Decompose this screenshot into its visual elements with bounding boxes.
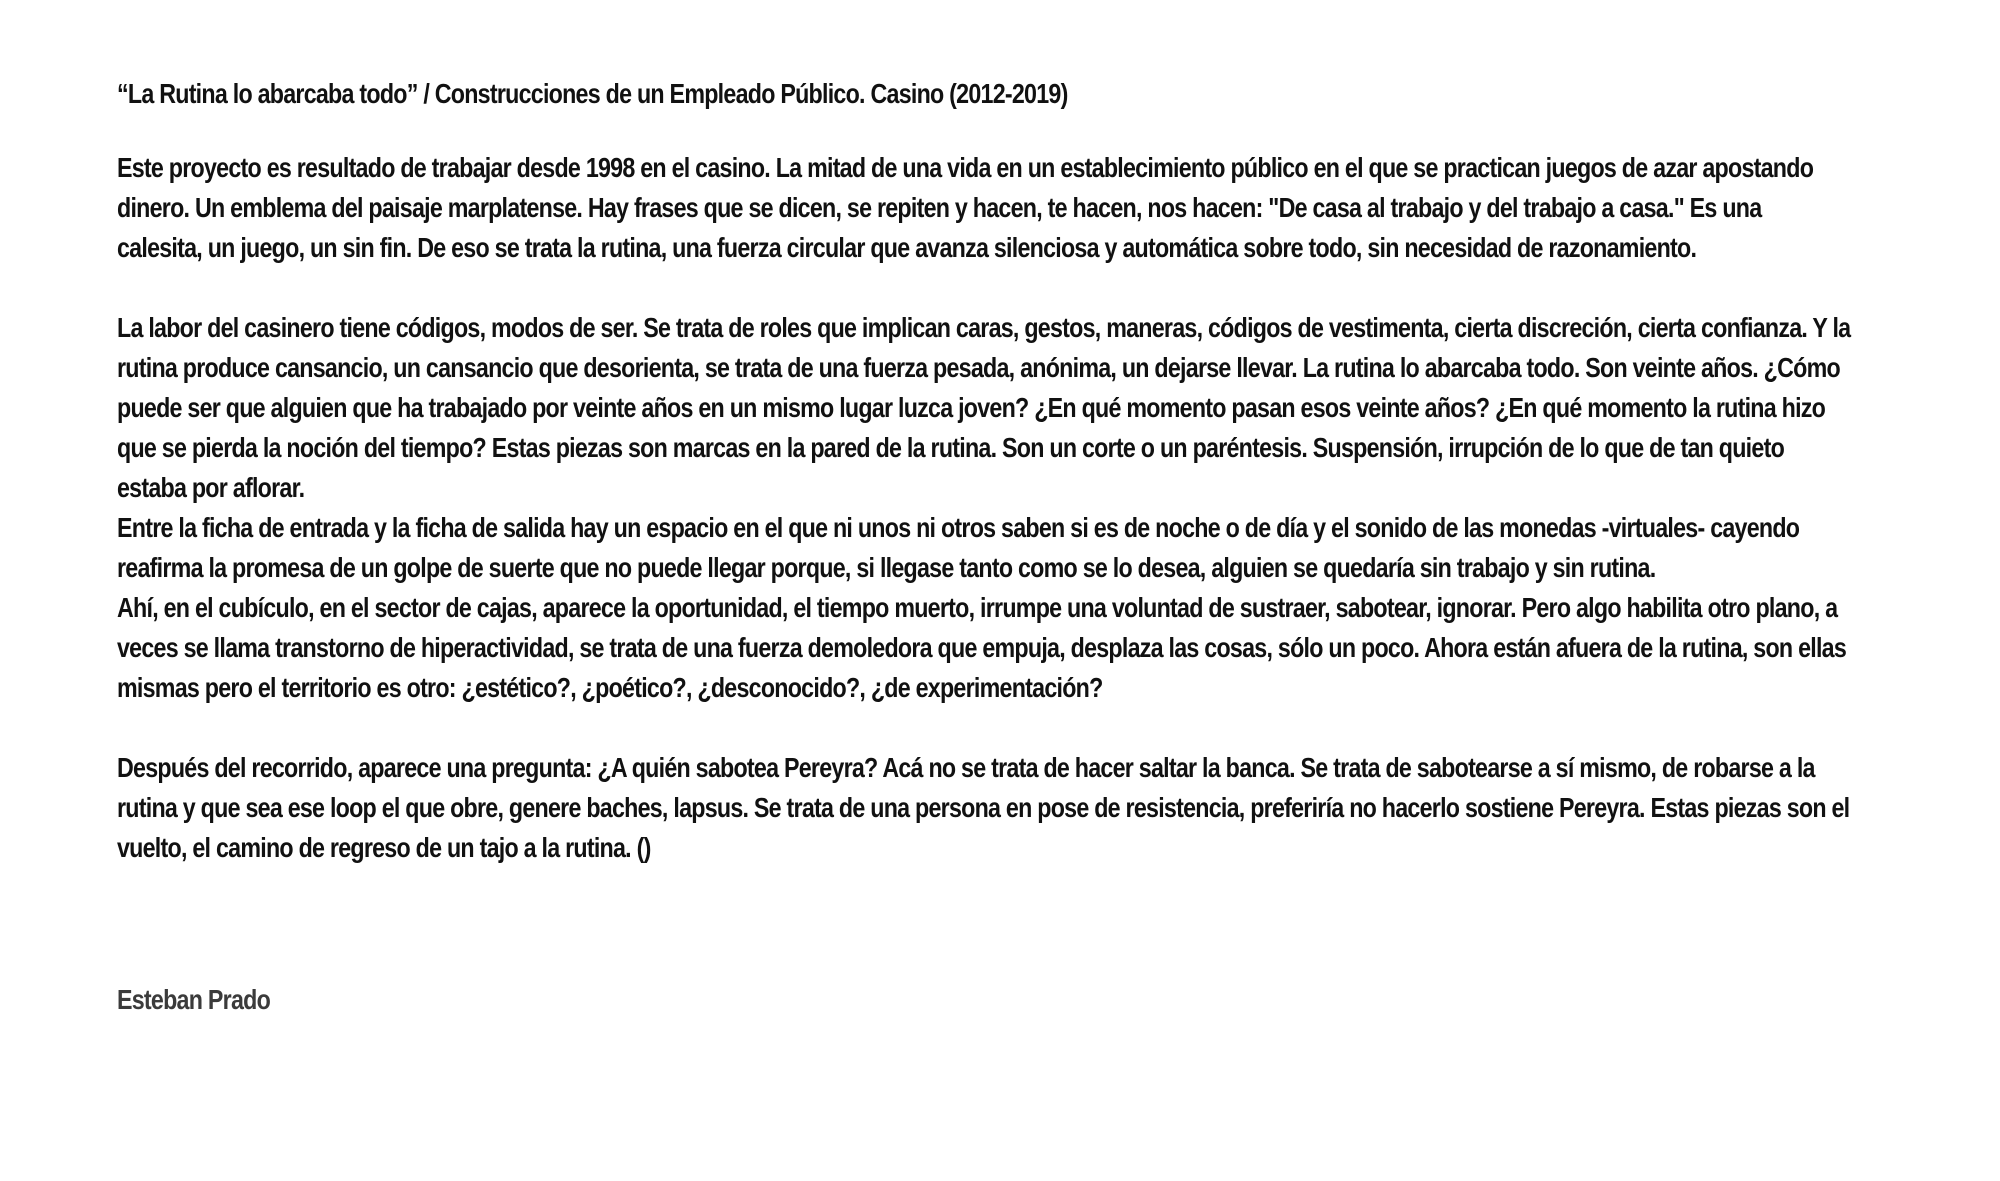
paragraph-gap <box>117 708 1852 748</box>
document-body <box>117 148 1852 868</box>
document-page <box>117 74 1917 868</box>
paragraph-gap <box>117 268 1852 308</box>
document-title: “La Rutina lo abarcaba todo” / Construcciones de un Empleado Público. Casino (2012-2019) <box>117 78 1068 109</box>
paragraph-cubiculo: Ahí, en el cubículo, en el sector de cajas, aparece la oportunidad, el tiempo muerto, irrumpe una voluntad de sustraer, sabotear, ignorar. Pero algo habilita otro plano, a veces se llama transtorno de hiperactividad, se trata de una fuerza demoledora que empuja, desplaza las cosas, sólo un poco. Ahora están afuera de la rutina, son ellas mismas pero el territorio es otro: ¿estético?, ¿poético?, ¿desconocido?, ¿de experimentación? <box>117 592 1847 703</box>
paragraph-ficha: Entre la ficha de entrada y la ficha de salida hay un espacio en el que ni unos ni otros saben si es de noche o de día y el sonido de las monedas -virtuales- cayendo reafirma la promesa de un golpe de suerte que no puede llegar porque, si llegase tanto como se lo desea, alguien se quedaría sin trabajo y sin rutina. <box>117 512 1800 583</box>
paragraph-intro: Este proyecto es resultado de trabajar desde 1998 en el casino. La mitad de una vida en un establecimiento público en el que se practican juegos de azar apostando dinero. Un emblema del paisaje marplatense. Hay frases que se dicen, se repiten y hacen, te hacen, nos hacen: "De casa al trabajo y del trabajo a casa." Es una calesita, un juego, un sin fin. De eso se trata la rutina, una fuerza circular que avanza silenciosa y automática sobre todo, sin necesidad de razonamiento. <box>117 152 1814 263</box>
paragraph-recorrido: Después del recorrido, aparece una pregunta: ¿A quién sabotea Pereyra? Acá no se trata de hacer saltar la banca. Se trata de sabotearse a sí mismo, de robarse a la rutina y que sea ese loop el que obre, genere baches, lapsus. Se trata de una persona en pose de resistencia, preferiría no hacerlo sostiene Pereyra. Estas piezas son el vuelto, el camino de regreso de un tajo a la rutina. () <box>117 752 1850 863</box>
paragraph-casinero: La labor del casinero tiene códigos, modos de ser. Se trata de roles que implican caras, gestos, maneras, códigos de vestimenta, cierta discreción, cierta confianza. Y la rutina produce cansancio, un cansancio que desorienta, se trata de una fuerza pesada, anónima, un dejarse llevar. La rutina lo abarcaba todo. Son veinte años. ¿Cómo puede ser que alguien que ha trabajado por veinte años en un mismo lugar luzca joven? ¿En qué momento pasan esos veinte años? ¿En qué momento la rutina hizo que se pierda la noción del tiempo? Estas piezas son marcas en la pared de la rutina. Son un corte o un paréntesis. Suspensión, irrupción de lo que de tan quieto estaba por aflorar. <box>117 312 1851 503</box>
author-signature: Esteban Prado <box>117 984 271 1015</box>
